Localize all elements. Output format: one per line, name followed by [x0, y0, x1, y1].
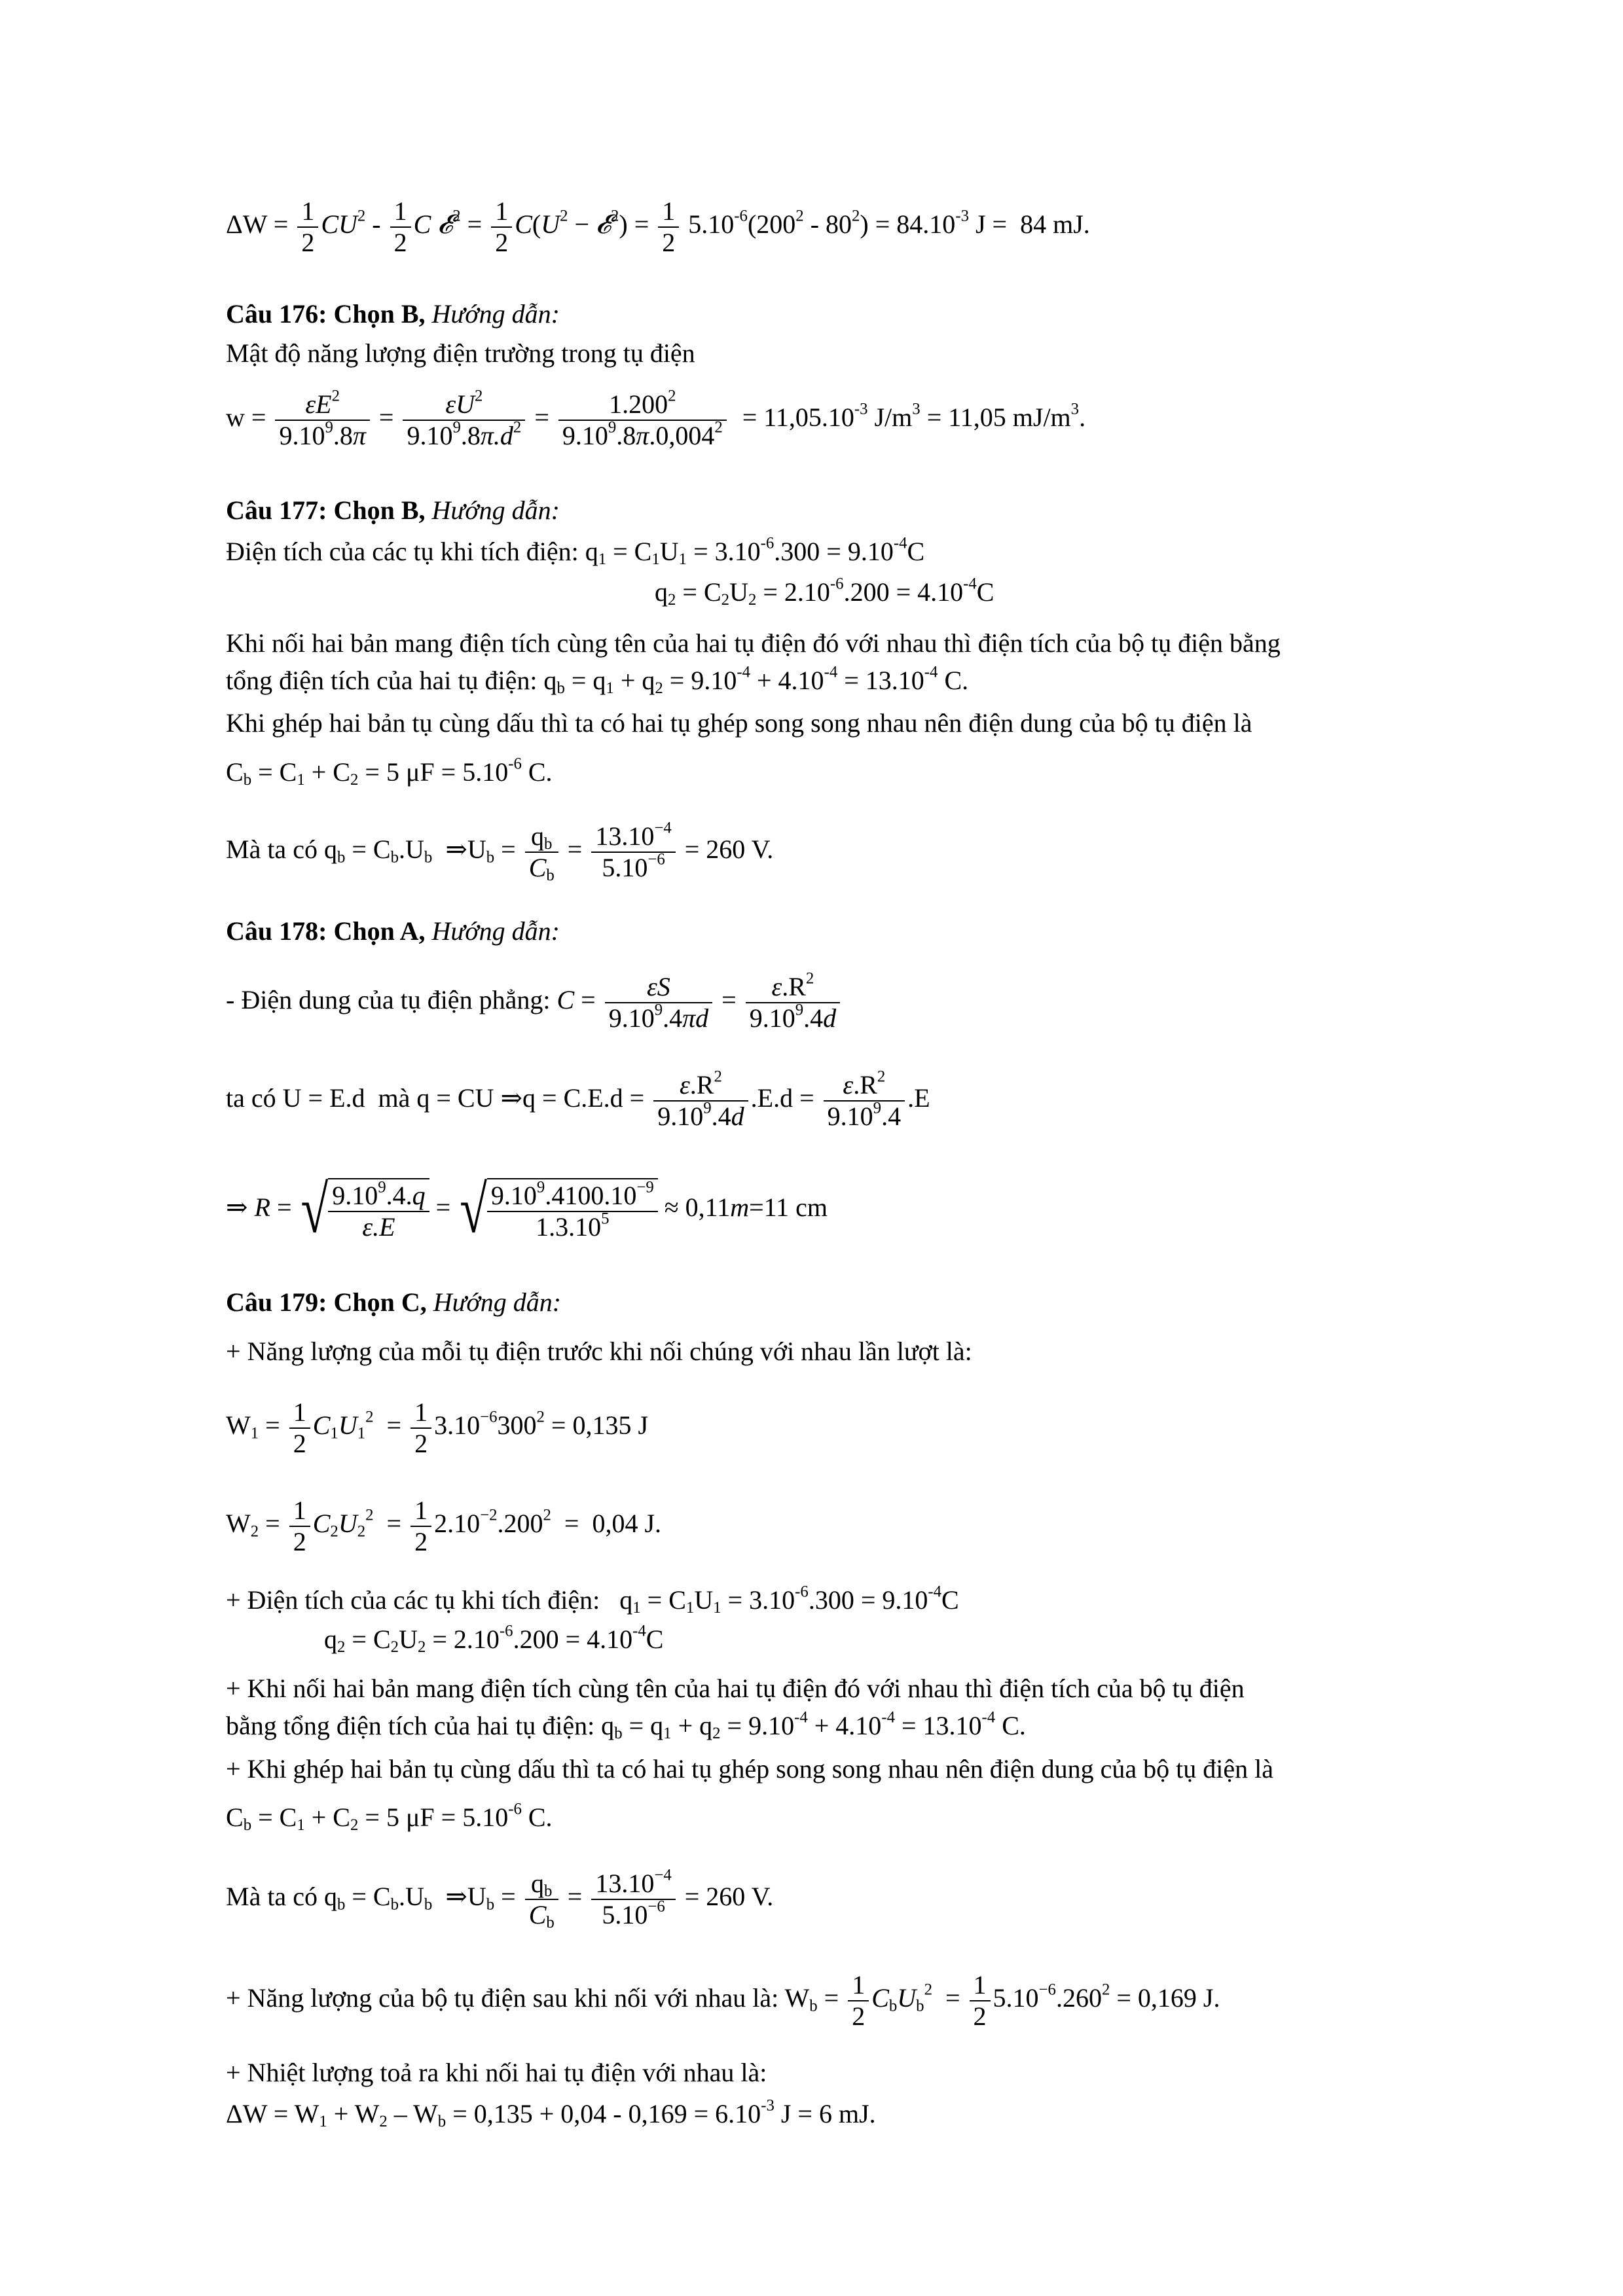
- fraction: $\frac{\varepsilon.R^2}{9.10^9.4d}$: [746, 972, 840, 1033]
- heat-equation: $\Delta W = W_1 + W_2 - W_b = 0,135 + 0,04 - 0,169 = 6.10^{-3}$ J = 6 mJ.: [226, 2096, 876, 2131]
- question-177-heading: Câu 177: Chọn B, Hướng dẫn:: [226, 495, 560, 525]
- charge-line: Điện tích của các tụ khi tích điện: $q_1 = C_1U_1 = 3.10^{-6}.300 = 9.10^{-4}C$: [226, 534, 925, 569]
- text-line: + Năng lượng của mỗi tụ điện trước khi nối chúng với nhau lần lượt là:: [226, 1336, 972, 1366]
- energy-w1-equation: $W_1$ = $\frac{1}{2}$ $C_1U_1^2$ = $\frac{1}{2}$ $3.10^{-6}300^2 = 0,135$ J: [226, 1397, 649, 1458]
- energy-w2-equation: $W_2$ = $\frac{1}{2}$ $C_2U_2^2$ = $\frac{1}{2}$ $2.10^{-2}.200^2 = 0,04$ J.: [226, 1496, 662, 1556]
- fraction-half: $\frac{1}{2}$: [970, 1970, 991, 2032]
- text-line: Khi nối hai bản mang điện tích cùng tên của hai tụ điện đó với nhau thì điện tích của bộ tụ điện bằng: [226, 628, 1281, 658]
- fraction-half: $\frac{1}{2}$: [289, 1397, 310, 1459]
- radius-equation: ⇒ R = √ $\frac{9.10^9.4.q}{\varepsilon.E}$ = √ $\frac{9.10^9.4100.10^{-9}}{1.3.10^5}$ ≈ 0,11m=11 cm: [226, 1173, 828, 1247]
- text-line: Mật độ năng lượng điện trường trong tụ điện: [226, 338, 695, 368]
- fraction: $\frac{\varepsilon S}{9.10^9.4\pi d}$: [605, 972, 712, 1033]
- fraction: $\frac{1.200^2}{9.10^9.8\pi.0,004^2}$: [558, 389, 727, 451]
- energy-density-equation: w = $\frac{\varepsilon E^2}{9.10^9.8\pi}$ = $\frac{\varepsilon U^2}{9.10^9.8\pi.d^2}$ = $\frac{1.200^2}{9.10^9.8\pi.0,004^2}$ = $11,05.10^{-3}$ $J/m^3 = 11,05$ $mJ/m^3$.: [226, 387, 1086, 450]
- plate-capacitance-equation: - Điện dung của tụ điện phẳng: C = $\frac{\varepsilon S}{9.10^9.4\pi d}$ = $\frac{\varepsilon.R^2}{9.10^9.4d}$: [226, 972, 843, 1033]
- fraction: $\frac{13.10^{-4}}{5.10^{-6}}$: [591, 1869, 675, 1930]
- fraction: $\frac{q_b}{C_b}$: [525, 1869, 558, 1930]
- fraction-half: $\frac{1}{2}$: [390, 196, 411, 258]
- text-line: + Khi nối hai bản mang điện tích cùng tên của hai tụ điện đó với nhau thì điện tích của bộ tụ điện: [226, 1674, 1245, 1703]
- fraction-half: $\frac{1}{2}$: [410, 1496, 431, 1557]
- fraction-half: $\frac{1}{2}$: [410, 1397, 431, 1459]
- capacitance-line: $C_b = C_1 + C_2 = 5$ $\mu F = 5.10^{-6}$ C.: [226, 755, 553, 789]
- energy-difference-equation: ΔW = $\frac{1}{2}$ $CU^2$ - $\frac{1}{2}$ C 𝓔$^2$ = $\frac{1}{2}$ $C(U^2$ − 𝓔$^2$) = $\frac{1}{2}$ $5.10^{-6}(200^2 - 80^2) = 84.10^{-3}$ J = 84 mJ.: [226, 196, 1090, 257]
- fraction: $\frac{\varepsilon U^2}{9.10^9.8\pi.d^2}$: [403, 389, 525, 451]
- charge-equation: ta có U = E.d mà q = CU ⇒q = C.E.d = $\frac{\varepsilon.R^2}{9.10^9.4d}$ .E.d = $\frac{\varepsilon.R^2}{9.10^9.4}$ .E: [226, 1067, 930, 1131]
- fraction: $\frac{q_b}{C_b}$: [525, 821, 558, 883]
- question-176-heading: Câu 176: Chọn B, Hướng dẫn:: [226, 299, 560, 329]
- fraction: $\frac{\varepsilon E^2}{9.10^9.8\pi}$: [275, 389, 369, 451]
- fraction-half: $\frac{1}{2}$: [297, 196, 318, 258]
- energy-wb-equation: + Năng lượng của bộ tụ điện sau khi nối với nhau là: $W_b$ = $\frac{1}{2}$ $C_bU_b^2$ = $\frac{1}{2}$ $5.10^{-6}.260^2 = 0,169$ J.: [226, 1970, 1220, 2031]
- charge-line: $q_2 = C_2U_2 = 2.10^{-6}.200 = 4.10^{-4}C$: [655, 575, 994, 609]
- charge-line: $q_2 = C_2U_2 = 2.10^{-6}.200 = 4.10^{-4}C$: [324, 1622, 664, 1657]
- charge-line: + Điện tích của các tụ khi tích điện: $q_1 = C_1U_1 = 3.10^{-6}.300 = 9.10^{-4}C$: [226, 1583, 959, 1617]
- text-line: Khi ghép hai bản tụ cùng dấu thì ta có hai tụ ghép song song nhau nên điện dung của bộ tụ điện là: [226, 708, 1252, 738]
- text-line: tổng điện tích của hai tụ điện: $q_b = q_1 + q_2 = 9.10^{-4} + 4.10^{-4} = 13.10^{-4}$ C.: [226, 663, 969, 698]
- square-root: √ $\frac{9.10^9.4.q}{\varepsilon.E}$: [301, 1178, 429, 1242]
- fraction: $\frac{13.10^{-4}}{5.10^{-6}}$: [591, 821, 675, 883]
- fraction-half: $\frac{1}{2}$: [658, 196, 679, 258]
- square-root: √ $\frac{9.10^9.4100.10^{-9}}{1.3.10^5}$: [460, 1178, 658, 1242]
- fraction: $\frac{\varepsilon.R^2}{9.10^9.4}$: [824, 1070, 905, 1132]
- text-line: bằng tổng điện tích của hai tụ điện: $q_b = q_1 + q_2 = 9.10^{-4} + 4.10^{-4} = 13.10^{-4}$ C.: [226, 1708, 1026, 1743]
- text-line: + Nhiệt lượng toả ra khi nối hai tụ điện với nhau là:: [226, 2058, 767, 2087]
- fraction-half: $\frac{1}{2}$: [848, 1970, 869, 2032]
- question-178-heading: Câu 178: Chọn A, Hướng dẫn:: [226, 916, 560, 946]
- voltage-equation: Mà ta có $q_b = C_b.U_b$ $\Rightarrow U_b$ = $\frac{q_b}{C_b}$ = $\frac{13.10^{-4}}{5.10^{-6}}$ = 260 V.: [226, 1866, 774, 1932]
- fraction: $\frac{\varepsilon.R^2}{9.10^9.4d}$: [653, 1070, 748, 1132]
- text-line: + Khi ghép hai bản tụ cùng dấu thì ta có hai tụ ghép song song nhau nên điện dung của bộ tụ điện là: [226, 1754, 1273, 1784]
- fraction-half: $\frac{1}{2}$: [289, 1496, 310, 1557]
- capacitance-line: $C_b = C_1 + C_2 = 5$ $\mu F = 5.10^{-6}$ C.: [226, 1800, 553, 1835]
- question-179-heading: Câu 179: Chọn C, Hướng dẫn:: [226, 1287, 562, 1317]
- voltage-equation: Mà ta có $q_b = C_b.U_b$ $\Rightarrow U_b$ = $\frac{q_b}{C_b}$ = $\frac{13.10^{-4}}{5.10^{-6}}$ = 260 V.: [226, 819, 774, 885]
- fraction-half: $\frac{1}{2}$: [491, 196, 512, 258]
